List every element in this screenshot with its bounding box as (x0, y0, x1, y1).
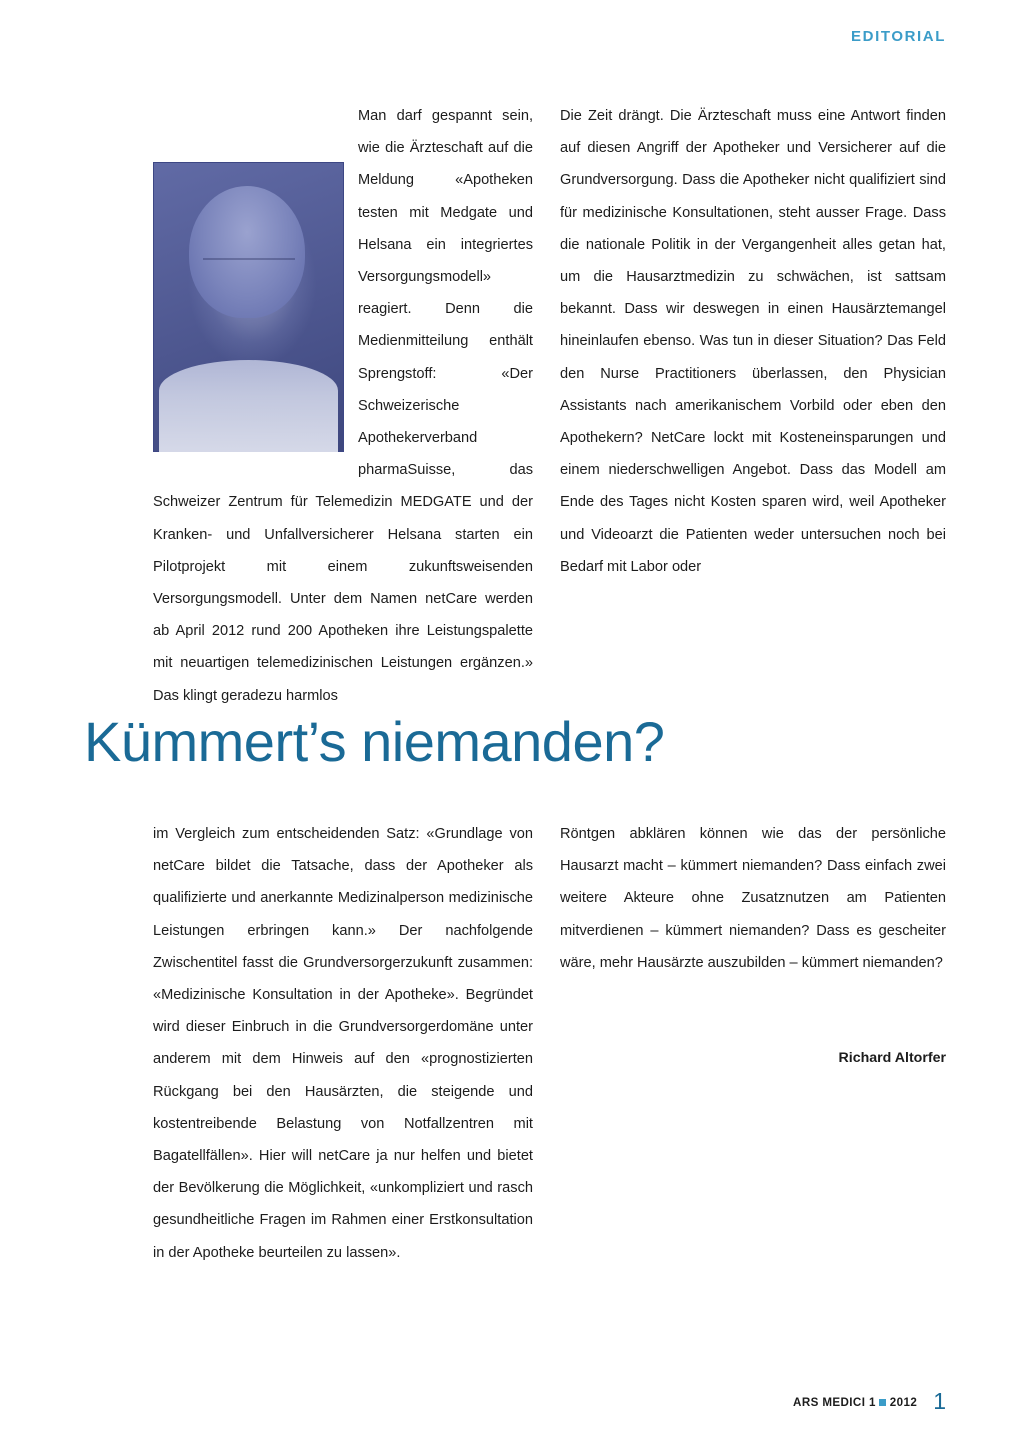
journal-reference-before: ARS MEDICI 1 (793, 1396, 876, 1409)
bottom-column-right (560, 818, 946, 979)
section-header: EDITORIAL (851, 28, 946, 45)
journal-reference-after: 2012 (889, 1396, 918, 1409)
top-left-paragraph: Man darf gespannt sein, wie die Ärzteschaft auf die Meldung «Apotheken testen mit Medgate und Helsana ein integriertes Versorgungsmodell» reagiert. Denn die Medienmitteilung enthält Sprengstoff: «Der Schweizerische Apothekerverband pharmaSuisse, das Schweizer Zentrum für Telemedizin MEDGATE und der Kranken- und Unfallversicherer Helsana starten ein Pilotprojekt mit einem zukunftsweisenden Versorgungsmodell. Unter dem Namen netCare werden ab April 2012 rund 200 Apotheken ihre Leistungspalette mit neuartigen telemedizinischen Leistungen ergänzen.» Das klingt geradezu harmlos (153, 108, 533, 704)
top-right-paragraph: Die Zeit drängt. Die Ärzteschaft muss eine Antwort finden auf diesen Angriff der Apotheker und Versicherer auf die Grundversorgung. Dass die Apotheker nicht qualifiziert sind für medizinische Konsultationen, steht ausser Frage. Dass die nationale Politik in der Vergangenheit alles getan hat, um die Hausarztmedizin zu schwächen, ist sattsam bekannt. Dass wir deswegen in einen Hausärztemangel hineinlaufen ebenso. Was tun in dieser Situation? Das Feld den Nurse Practitioners überlassen, den Physician Assistants nach amerikanischem Vorbild oder eben den Apothekern? NetCare lockt mit Kosteneinsparungen und einem niederschwelligen Angebot. Dass das Modell am Ende des Tages nicht Kosten sparen wird, weil Apotheker und Videoarzt die Patienten weder untersuchen noch bei Bedarf mit Labor oder (560, 108, 946, 575)
bottom-right-paragraph: Röntgen abklären können wie das der persönliche Hausarzt macht – kümmert niemanden? Dass einfach zwei weitere Akteure ohne Zusatznutzen am Patienten mitverdienen – kümmert niemanden? Dass es gescheiter wäre, mehr Hausärzte auszubilden – kümmert niemanden? (560, 826, 946, 971)
page-footer (793, 1387, 946, 1414)
glasses-detail (203, 258, 295, 276)
top-column-right (560, 100, 946, 583)
square-bullet-icon (879, 1399, 886, 1406)
journal-reference (793, 1396, 917, 1409)
page-title: Kümmert’s niemanden? (84, 709, 665, 773)
page-number: 1 (933, 1388, 946, 1414)
author-name: Richard Altorfer (838, 1050, 946, 1066)
bottom-left-paragraph: im Vergleich zum entscheidenden Satz: «Grundlage von netCare bildet die Tatsache, dass der Apotheker als qualifizierte und anerkannte Medizinalperson medizinische Leistungen erbringen kann.» Der nachfolgende Zwischentitel fasst die Grundversorgerzukunft zusammen: «Medizinische Konsultation in der Apotheke». Begründet wird dieser Einbruch in die Grundversorgerdomäne unter anderem mit dem Hinweis auf den «prognostizierten Rückgang bei den Hausärzten, die steigende und kostentreibende Belastung von Notfallzentren mit Bagatellfällen». Hier will netCare ja nur helfen und bietet der Bevölkerung die Möglichkeit, «unkompliziert und rasch gesundheitliche Fragen im Rahmen einer Erstkonsultation in der Apotheke beurteilen zu lassen». (153, 826, 533, 1261)
bottom-column-left (153, 818, 533, 1269)
top-text-block (153, 100, 946, 704)
top-column-left (153, 100, 533, 712)
author-portrait-image (153, 162, 344, 452)
